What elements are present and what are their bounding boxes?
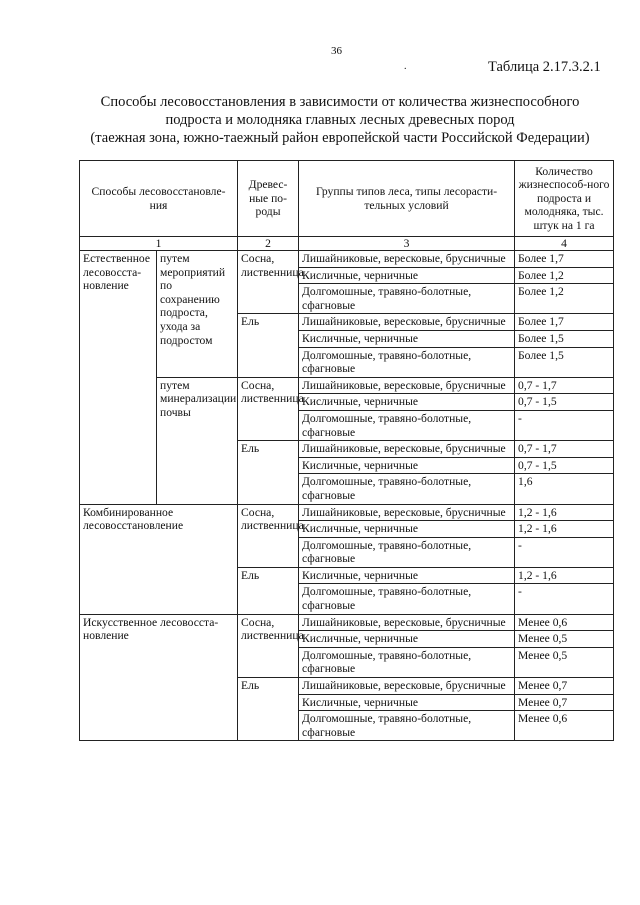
forest-type-cell: Лишайниковые, вересковые, брусничные [299, 678, 515, 695]
species-cell: Сосна, лиственница [238, 377, 299, 440]
table-body [80, 251, 614, 741]
header-quantity: Количество жизнеспособ-ного подроста и молодняка, тыс. штук на 1 га [515, 161, 614, 237]
title-line: подроста и молодняка главных лесных древесных пород [165, 112, 515, 128]
species-cell: Сосна, лиственница [238, 504, 299, 567]
table-row [80, 504, 614, 521]
forest-type-cell: Кисличные, черничные [299, 457, 515, 474]
forest-type-cell: Лишайниковые, вересковые, брусничные [299, 441, 515, 458]
method-cell: Искусственное лесовосста-новление [80, 614, 238, 741]
species-cell: Ель [238, 314, 299, 377]
forest-type-cell: Долгомошные, травяно-болотные, сфагновые [299, 284, 515, 314]
species-cell: Ель [238, 441, 299, 504]
forest-type-cell: Лишайниковые, вересковые, брусничные [299, 314, 515, 331]
header-forest-types: Группы типов леса, типы лесорасти-тельных условий [299, 161, 515, 237]
quantity-cell: - [515, 537, 614, 567]
forest-type-cell: Долгомошные, травяно-болотные, сфагновые [299, 647, 515, 677]
forest-type-cell: Лишайниковые, вересковые, брусничные [299, 377, 515, 394]
quantity-cell: Более 1,5 [515, 330, 614, 347]
forest-type-cell: Кисличные, черничные [299, 521, 515, 538]
header-species: Древес-ные по-роды [238, 161, 299, 237]
quantity-cell: 1,6 [515, 474, 614, 504]
quantity-cell: Менее 0,6 [515, 711, 614, 741]
scan-dot: . [404, 61, 407, 72]
quantity-cell: Более 1,2 [515, 284, 614, 314]
quantity-cell: Более 1,7 [515, 251, 614, 268]
quantity-cell: Менее 0,6 [515, 614, 614, 631]
quantity-cell: Более 1,7 [515, 314, 614, 331]
column-number: 1 [80, 237, 238, 251]
submethod-cell: путем минерализации почвы [157, 377, 238, 504]
forest-type-cell: Кисличные, черничные [299, 330, 515, 347]
quantity-cell: Менее 0,7 [515, 678, 614, 695]
quantity-cell: 1,2 - 1,6 [515, 504, 614, 521]
quantity-cell: Менее 0,7 [515, 694, 614, 711]
quantity-cell: - [515, 410, 614, 440]
table-row [80, 251, 614, 268]
table-title [60, 93, 620, 147]
quantity-cell: Более 1,2 [515, 267, 614, 284]
quantity-cell: 1,2 - 1,6 [515, 567, 614, 584]
forest-type-cell: Лишайниковые, вересковые, брусничные [299, 251, 515, 268]
quantity-cell: Более 1,5 [515, 347, 614, 377]
forest-type-cell: Долгомошные, травяно-болотные, сфагновые [299, 584, 515, 614]
species-cell: Сосна, лиственница [238, 614, 299, 677]
quantity-cell: 1,2 - 1,6 [515, 521, 614, 538]
table-row [80, 614, 614, 631]
forest-type-cell: Долгомошные, травяно-болотные, сфагновые [299, 474, 515, 504]
title-line: (таежная зона, южно-таежный район европейской части Российской Федерации) [90, 130, 590, 146]
species-cell: Сосна, лиственница [238, 251, 299, 314]
reforestation-table [79, 160, 614, 741]
forest-type-cell: Долгомошные, травяно-болотные, сфагновые [299, 410, 515, 440]
forest-type-cell: Кисличные, черничные [299, 267, 515, 284]
quantity-cell: Менее 0,5 [515, 647, 614, 677]
forest-type-cell: Лишайниковые, вересковые, брусничные [299, 504, 515, 521]
page-number: 36 [331, 45, 342, 57]
forest-type-cell: Кисличные, черничные [299, 394, 515, 411]
species-cell: Ель [238, 567, 299, 614]
quantity-cell: - [515, 584, 614, 614]
submethod-cell: путем мероприятий по сохранению подроста, ухода за подростом [157, 251, 238, 378]
table-row [80, 377, 614, 394]
forest-type-cell: Лишайниковые, вересковые, брусничные [299, 614, 515, 631]
forest-type-cell: Долгомошные, травяно-болотные, сфагновые [299, 347, 515, 377]
quantity-cell: Менее 0,5 [515, 631, 614, 648]
quantity-cell: 0,7 - 1,5 [515, 457, 614, 474]
quantity-cell: 0,7 - 1,7 [515, 377, 614, 394]
column-number: 2 [238, 237, 299, 251]
quantity-cell: 0,7 - 1,5 [515, 394, 614, 411]
method-cell: Комбинированное лесовосстановление [80, 504, 238, 614]
forest-type-cell: Долгомошные, травяно-болотные, сфагновые [299, 711, 515, 741]
title-line: Способы лесовосстановления в зависимости от количества жизнеспособного [100, 94, 580, 110]
header-methods: Способы лесовосстановле-ния [80, 161, 238, 237]
column-number: 4 [515, 237, 614, 251]
column-number: 3 [299, 237, 515, 251]
species-cell: Ель [238, 678, 299, 741]
method-cell: Естественное лесовосста-новление [80, 251, 157, 505]
forest-type-cell: Кисличные, черничные [299, 631, 515, 648]
forest-type-cell: Кисличные, черничные [299, 694, 515, 711]
forest-type-cell: Кисличные, черничные [299, 567, 515, 584]
table-id: Таблица 2.17.3.2.1 [488, 59, 601, 75]
quantity-cell: 0,7 - 1,7 [515, 441, 614, 458]
forest-type-cell: Долгомошные, травяно-болотные, сфагновые [299, 537, 515, 567]
